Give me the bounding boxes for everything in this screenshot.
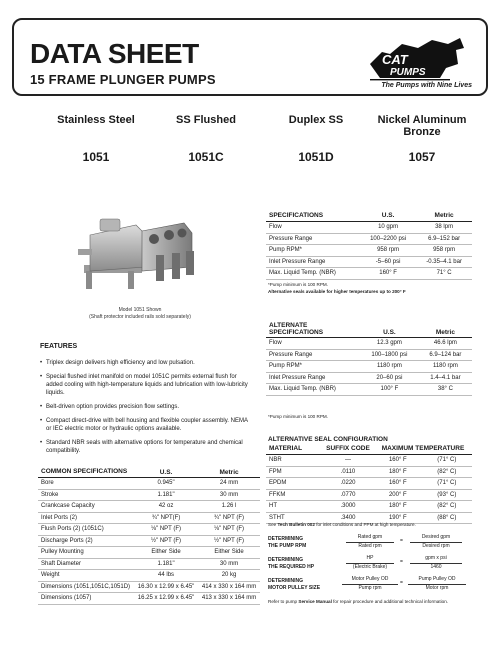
table-row <box>38 558 260 570</box>
cell: 413 x 330 x 164 mm <box>198 593 260 605</box>
cell: .3000 <box>322 501 374 513</box>
cell: -5–60 psi <box>360 256 416 268</box>
table-row <box>38 524 260 536</box>
cell: 1180 rpm <box>360 361 419 373</box>
model-number: 1051 <box>82 150 110 164</box>
column-header: Metric <box>198 466 260 478</box>
cell: -0.35–4.1 bar <box>416 256 472 268</box>
cell: Shaft Diameter <box>38 558 134 570</box>
formula-motor-pulley <box>268 576 473 598</box>
model-col-stainless <box>48 114 144 164</box>
pump-image <box>76 205 206 300</box>
model-col-duplex <box>268 114 364 164</box>
cell: 190° F <box>374 512 422 524</box>
cell: ⅛" NPT (F) <box>198 524 260 536</box>
cell: 20 kg <box>198 570 260 582</box>
cell: 0.945" <box>134 478 198 490</box>
cell: Flow <box>266 222 360 234</box>
features-section <box>40 343 250 461</box>
cell: 24 mm <box>198 478 260 490</box>
caption-line-1: Model 1051 Shown <box>118 307 162 313</box>
cell: 200° F <box>374 489 422 501</box>
model-material: SS Flushed <box>176 114 236 126</box>
cell: 160° F <box>360 268 416 280</box>
specifications-note <box>268 281 474 295</box>
cell: Dimensions (1057) <box>38 593 134 605</box>
cell: 180° F <box>374 501 422 513</box>
cell: .0110 <box>322 466 374 478</box>
cell: 1180 rpm <box>419 361 472 373</box>
list-item: • Belt-driven option provides precision flow settings. <box>40 403 250 411</box>
cell: Crankcase Capacity <box>38 501 134 513</box>
features-list <box>40 359 250 455</box>
list-item: • Compact direct-drive with bell housing and flexible coupler assembly. NEMA or IEC electric motor or hydraulic options available. <box>40 417 250 433</box>
cell: 42 oz <box>134 501 198 513</box>
column-header: SUFFIX CODE <box>322 443 374 455</box>
cell: .0220 <box>322 478 374 490</box>
model-material: Duplex SS <box>288 114 344 126</box>
alternate-note: *Pump minimum is 100 RPM. <box>268 414 328 419</box>
model-col-nab <box>370 114 474 164</box>
table-row <box>266 489 472 501</box>
table-row <box>266 338 472 350</box>
column-header: U.S. <box>360 210 416 222</box>
cell: Inlet Pressure Range <box>266 256 360 268</box>
formula-equals: = <box>400 538 403 544</box>
cell: (82° C) <box>422 501 472 513</box>
cell: 12.3 gpm <box>360 338 419 350</box>
model-number: 1051C <box>188 150 224 164</box>
cell: Inlet Pressure Range <box>266 372 360 384</box>
table-row <box>38 478 260 490</box>
cell: 1.26 l <box>198 501 260 513</box>
cell: 20–60 psi <box>360 372 419 384</box>
cell: Stroke <box>38 489 134 501</box>
cell: 30 mm <box>198 558 260 570</box>
table-header-row <box>266 210 472 222</box>
column-header: U.S. <box>134 466 198 478</box>
cell: 958 rpm <box>360 245 416 257</box>
cell: 1.181" <box>134 489 198 501</box>
service-manual-link[interactable]: Service Manual <box>298 599 332 604</box>
table-header-row <box>38 466 260 478</box>
cell: Pressure Range <box>266 349 360 361</box>
cell: 100–1800 psi <box>360 349 419 361</box>
list-item: • Standard NBR seals with alternative options for temperature and chemical compatibility. <box>40 439 250 455</box>
table-row <box>266 478 472 490</box>
cell: (71° C) <box>422 455 472 467</box>
seal-note: Alternative seals available for higher temperatures up to 200° F <box>268 289 406 294</box>
cell: 38 lpm <box>416 222 472 234</box>
cell: Inlet Ports (2) <box>38 512 134 524</box>
cell: — <box>322 455 374 467</box>
list-item: • Triplex design delivers high efficiency and low pulsation. <box>40 359 250 367</box>
table-header-row <box>266 322 472 338</box>
svg-text:PUMPS: PUMPS <box>390 67 426 78</box>
column-header: SPECIFICATIONS <box>266 210 360 222</box>
cell: .3400 <box>322 512 374 524</box>
note-text: See <box>268 522 277 527</box>
cell: HT <box>266 501 322 513</box>
tech-bulletin-note <box>268 521 474 528</box>
header-frame <box>12 18 488 96</box>
formula-label: DETERMINING THE REQUIRED HP <box>268 557 315 570</box>
table-row <box>38 547 260 559</box>
cell: 1.4–4.1 bar <box>419 372 472 384</box>
cell: 160° F <box>374 455 422 467</box>
cell: 958 rpm <box>416 245 472 257</box>
tagline: The Pumps with Nine Lives <box>381 82 472 89</box>
table-row <box>266 466 472 478</box>
column-header: COMMON SPECIFICATIONS <box>38 466 134 478</box>
cell: ¾" NPT (F) <box>198 512 260 524</box>
column-header: Metric <box>416 210 472 222</box>
formula-right: Pump Pulley OD Motor rpm <box>408 576 466 592</box>
table-row <box>266 233 472 245</box>
table-row <box>266 222 472 234</box>
models-row <box>0 114 500 174</box>
cell: 44 lbs <box>134 570 198 582</box>
cell: Pulley Mounting <box>38 547 134 559</box>
note-text: Refer to pump <box>268 599 298 604</box>
formula-label: DETERMINING MOTOR PULLEY SIZE <box>268 578 321 591</box>
cell: Flush Ports (2) (1051C) <box>38 524 134 536</box>
specifications-table <box>266 210 472 280</box>
model-material: Stainless Steel <box>57 114 135 126</box>
formula-left: HP (Electric Brake) <box>346 555 394 571</box>
cell: 46.6 lpm <box>419 338 472 350</box>
cell: ¾" NPT(F) <box>134 512 198 524</box>
table-row <box>266 372 472 384</box>
page-subtitle: 15 FRAME PLUNGER PUMPS <box>30 72 216 87</box>
cell: STHT <box>266 512 322 524</box>
service-manual-note <box>268 598 478 605</box>
features-heading: FEATURES <box>40 343 78 350</box>
image-caption <box>40 307 240 321</box>
table-row <box>266 455 472 467</box>
svg-text:CAT: CAT <box>382 52 408 67</box>
cell: .0770 <box>322 489 374 501</box>
cell: Pump RPM* <box>266 361 360 373</box>
cell: Pump RPM* <box>266 245 360 257</box>
cell: (71° C) <box>422 478 472 490</box>
table-row <box>266 349 472 361</box>
note-text: for inlet conditions and PPM at high temperature. <box>316 522 416 527</box>
table-row <box>38 512 260 524</box>
column-header: U.S. <box>360 322 419 338</box>
cell: ½" NPT (F) <box>134 535 198 547</box>
cell: Weight <box>38 570 134 582</box>
cell: Flow <box>266 338 360 350</box>
table-row <box>266 256 472 268</box>
cell: Max. Liquid Temp. (NBR) <box>266 384 360 396</box>
common-specifications-table <box>38 466 260 605</box>
cell: Bore <box>38 478 134 490</box>
formula-right: gpm x psi 1460 <box>410 555 462 571</box>
table-row <box>266 501 472 513</box>
cell: Either Side <box>134 547 198 559</box>
cell: Dimensions (1051,1051C,1051D) <box>38 581 134 593</box>
model-number: 1051D <box>298 150 334 164</box>
column-header: ALTERNATE SPECIFICATIONS <box>266 322 360 338</box>
cell: 414 x 330 x 164 mm <box>198 581 260 593</box>
formula-label: DETERMINING THE PUMP RPM <box>268 536 307 549</box>
formula-pump-rpm <box>268 534 473 556</box>
cell: NBR <box>266 455 322 467</box>
note-text: for repair procedure and additional technical information. <box>333 599 449 604</box>
cell: 100–2200 psi <box>360 233 416 245</box>
formula-left: Motor Pulley OD Pump rpm <box>342 576 398 592</box>
table-row <box>38 593 260 605</box>
table-row <box>38 535 260 547</box>
table-row <box>266 245 472 257</box>
cell: 160° F <box>374 478 422 490</box>
model-number: 1057 <box>408 150 436 164</box>
formula-left: Rated gpm Rated rpm <box>346 534 394 550</box>
formula-equals: = <box>400 559 403 565</box>
table-row <box>38 489 260 501</box>
cell: 16.30 x 12.99 x 6.45" <box>134 581 198 593</box>
cell: ½" NPT (F) <box>198 535 260 547</box>
table-row <box>266 361 472 373</box>
tech-bulletin-link[interactable]: Tech Bulletin 002 <box>277 522 315 527</box>
cell: EPDM <box>266 478 322 490</box>
table-row <box>266 268 472 280</box>
list-item: • Special flushed inlet manifold on model 1051C permits external flush for added cooling with high-temperature liquids and lubrication with low-lubricity liquids. <box>40 373 250 397</box>
cell: ⅛" NPT (F) <box>134 524 198 536</box>
cell: FFKM <box>266 489 322 501</box>
formula-required-hp <box>268 555 473 577</box>
model-material: Nickel Aluminum Bronze <box>377 114 467 138</box>
table-header-row <box>266 443 472 455</box>
cell: 100° F <box>360 384 419 396</box>
cell: (88° C) <box>422 512 472 524</box>
cell: 71° C <box>416 268 472 280</box>
table-row <box>266 384 472 396</box>
cell: Pressure Range <box>266 233 360 245</box>
cell: FPM <box>266 466 322 478</box>
column-header: Metric <box>419 322 472 338</box>
cell: (93° C) <box>422 489 472 501</box>
cell: 6.9–124 bar <box>419 349 472 361</box>
seal-heading: ALTERNATIVE SEAL CONFIGURATION <box>268 436 388 443</box>
cell: Max. Liquid Temp. (NBR) <box>266 268 360 280</box>
cell: 1.181" <box>134 558 198 570</box>
formula-equals: = <box>400 580 403 586</box>
page-title: DATA SHEET <box>30 38 199 69</box>
cell: 38° C <box>419 384 472 396</box>
cell: Discharge Ports (2) <box>38 535 134 547</box>
table-row <box>38 581 260 593</box>
rpm-note: *Pump minimum is 100 RPM. <box>268 282 328 287</box>
seal-configuration-table <box>266 443 472 524</box>
cell: Either Side <box>198 547 260 559</box>
formula-right: Desired gpm Desired rpm <box>410 534 462 550</box>
cell: 30 mm <box>198 489 260 501</box>
cell: 6.9–152 bar <box>416 233 472 245</box>
cell: 16.25 x 12.99 x 6.45" <box>134 593 198 605</box>
column-header: MATERIAL <box>266 443 322 455</box>
table-row <box>38 570 260 582</box>
table-row <box>38 501 260 513</box>
alternate-specifications-table <box>266 322 472 396</box>
cell: 10 gpm <box>360 222 416 234</box>
column-header: MAXIMUM TEMPERATURE <box>374 443 472 455</box>
cell: 180° F <box>374 466 422 478</box>
cat-pumps-logo <box>360 34 468 84</box>
model-col-ss-flushed <box>158 114 254 164</box>
cell: (82° C) <box>422 466 472 478</box>
caption-line-2: (Shaft protector included rails sold separately) <box>89 314 191 320</box>
